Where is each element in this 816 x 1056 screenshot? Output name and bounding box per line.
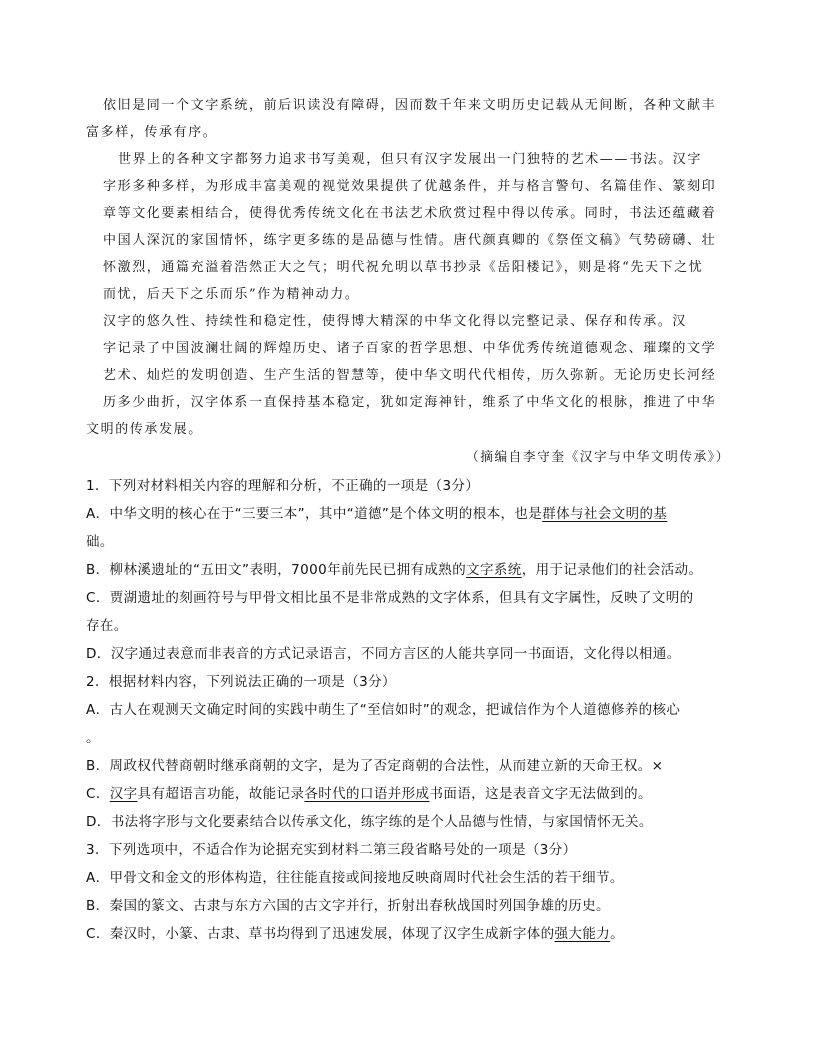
passage-line: 艺术、灿烂的发明创造、生产生活的智慧等，使中华文明代代相传，历久弥新。无论历史长河经 (103, 368, 717, 383)
question-stem: 2．根据材料内容，下列说法正确的一项是（3分） (86, 674, 396, 690)
option-c-cont: 存在。 (86, 618, 128, 634)
option-c: C．汉字具有超语言功能，故能记录各时代的口语并形成书面语，这是表音文字无法做到的。 (86, 786, 652, 802)
passage-line: 字记录了中国波澜壮阔的辉煌历史、诸子百家的哲学思想、中华优秀传统道德观念、璀璨的文学 (103, 341, 717, 356)
option-a-cont: 础。 (86, 534, 114, 550)
passage-line: 富多样，传承有序。 (86, 125, 218, 140)
option-a: A．古人在观测天文确定时间的实践中萌生了“至信如时”的观念，把诚信作为个人道德修养的核心 (86, 702, 681, 718)
passage-line: 汉字的悠久性、持续性和稳定性，使得博大精深的中华文化得以完整记录、保存和传承。汉 (103, 314, 688, 329)
option-a: A．甲骨文和金文的形体构造，往往能直接或间接地反映商周时代社会生活的若干细节。 (86, 870, 624, 886)
passage-line: 怀激烈，通篇充溢着浩然正大之气；明代祝允明以草书抄录《岳阳楼记》，则是将“先天下之忧 (103, 260, 704, 275)
source-citation: （摘编自李守奎《汉字与中华文明传承》） (466, 450, 730, 465)
option-a-cont: 。 (86, 730, 100, 746)
option-b: B．柳林溪遗址的“五田文”表明，7000年前先民已拥有成熟的文字系统，用于记录他们的社会活动。 (86, 562, 703, 578)
passage-line: 世界上的各种文字都努力追求书写美观，但只有汉字发展出一门独特的艺术——书法。汉字 (118, 152, 703, 167)
passage-line: 历多少曲折，汉字体系一直保持基本稳定，犹如定海神针，维系了中华文化的根脉，推进了中华 (103, 395, 717, 410)
passage-line: 依旧是同一个文字系统，前后识读没有障碍，因而数千年来文明历史记载从无间断，各种文献丰 (103, 98, 717, 113)
passage-line: 而忧，后天下之乐而乐”作为精神动力。 (103, 287, 360, 302)
option-c: C．秦汉时，小篆、古隶、草书均得到了迅速发展，体现了汉字生成新字体的强大能力。 (86, 926, 625, 942)
passage-line: 中国人深沉的家国情怀，练字更多练的是品德与性情。唐代颜真卿的《祭侄文稿》气势磅礴、壮 (103, 233, 717, 248)
option-d: D．汉字通过表意而非表音的方式记录语言，不同方言区的人能共享同一书面语，文化得以相通。 (86, 646, 681, 662)
passage-line: 章等文化要素相结合，使得优秀传统文化在书法艺术欣赏过程中得以传承。同时，书法还蕴藏着 (103, 206, 717, 221)
passage-line: 文明的传承发展。 (86, 422, 203, 437)
question-stem: 3．下列选项中，不适合作为论据充实到材料二第三段省略号处的一项是（3分） (86, 842, 577, 858)
question-stem: 1．下列对材料相关内容的理解和分析，不正确的一项是（3分） (86, 478, 480, 494)
option-b: B．周政权代替商朝时继承商朝的文字，是为了否定商朝的合法性，从而建立新的天命王权。× (86, 758, 664, 774)
passage-line: 字形多种多样，为形成丰富美观的视觉效果提供了优越条件，并与格言警句、名篇佳作、篆刻印 (103, 179, 717, 194)
option-d: D．书法将字形与文化要素结合以传承文化，练字练的是个人品德与性情，与家国情怀无关。 (86, 814, 653, 830)
option-b: B．秦国的篆文、古隶与东方六国的古文字并行，折射出春秋战国时列国争雄的历史。 (86, 898, 610, 914)
option-a: A．中华文明的核心在于“三要三本”，其中“道德”是个体文明的根本，也是群体与社会文明的基 (86, 506, 668, 522)
option-c: C．贾湖遗址的刻画符号与甲骨文相比虽不是非常成熟的文字体系，但具有文字属性，反映了文明的 (86, 590, 694, 606)
